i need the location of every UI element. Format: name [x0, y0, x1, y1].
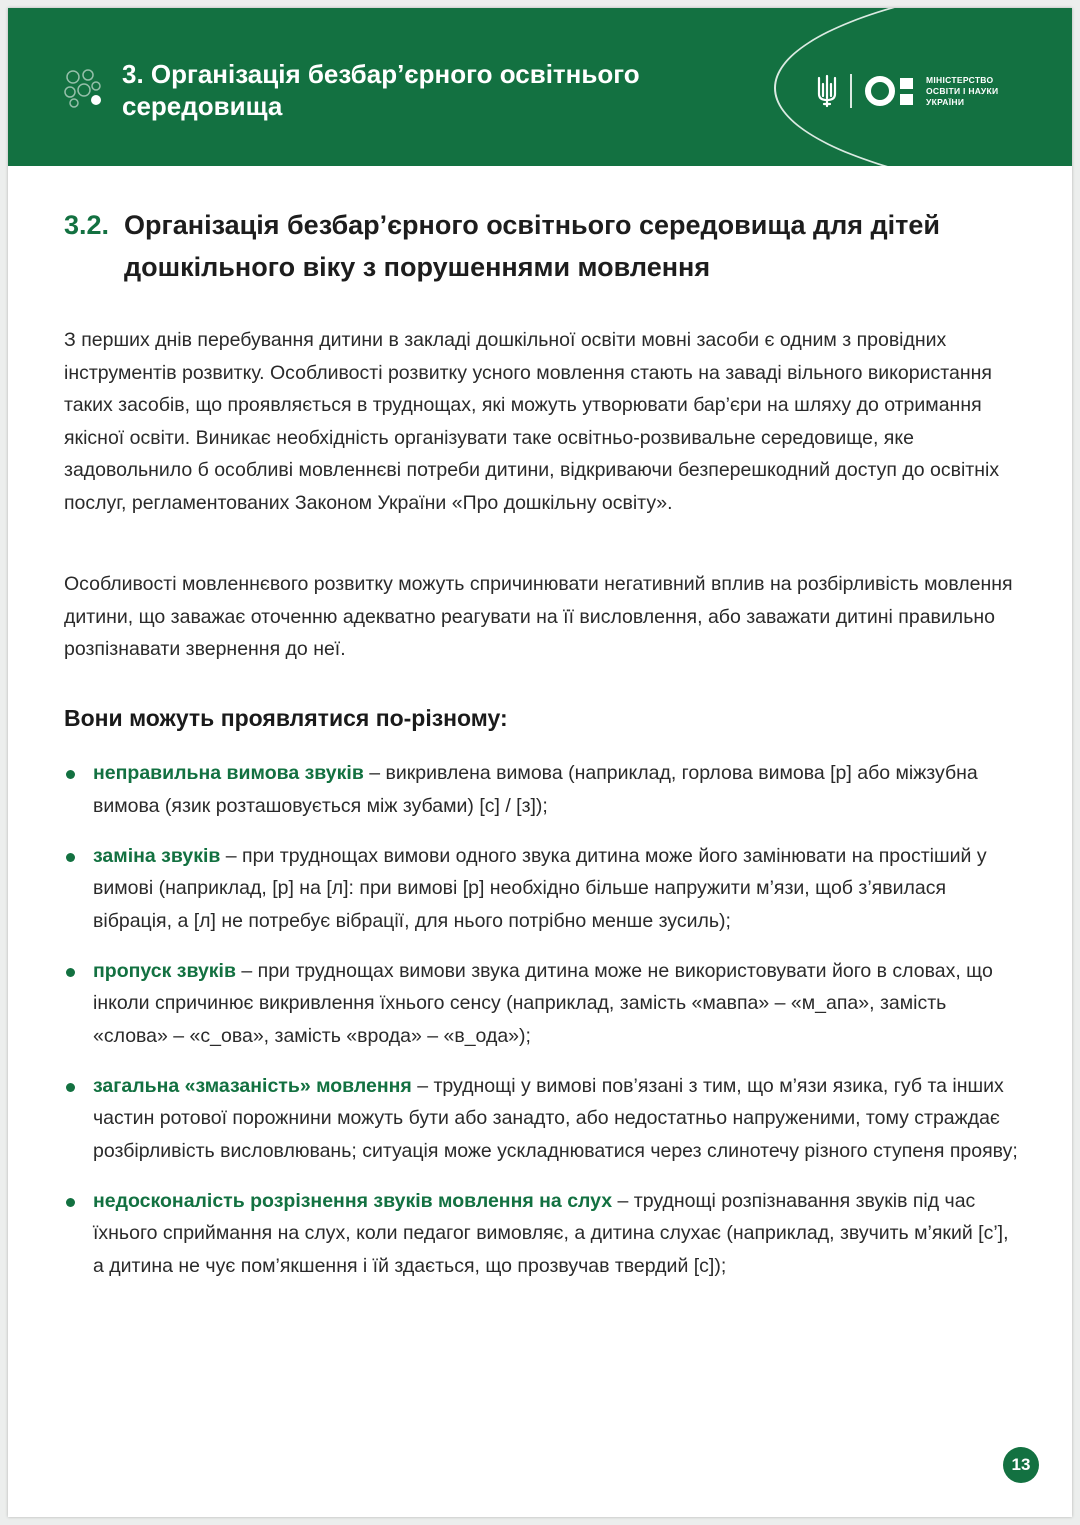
section-title: Організація безбар’єрного освітнього середовища для дітей дошкільного віку з порушеннями мовлення [124, 210, 940, 282]
list-item-text: – викривлена вимова (наприклад, горлова вимова [р] або міжзубна вимова (язик розташовується між зубами) [с] / [з]); [93, 762, 978, 817]
manifestations-list [64, 757, 1024, 1300]
header-title: 3. Організація безбар’єрного освітнього середовища [122, 59, 640, 121]
list-item-term: недосконалість розрізнення звуків мовлення на слух [93, 1189, 613, 1212]
mon-logo-icon [864, 74, 918, 108]
list-item-text: – при труднощах вимови одного звука дитина може його замінювати на простіший у вимові (наприклад, [р] на [л]: при вимові [р] необхідно більше напружити м’язи, щоб з’явилася вібрація, а [л] не потребує вібрації, для нього потрібно менше зусиль); [93, 844, 987, 932]
list-item-term: неправильна вимова звуків [93, 762, 364, 784]
bullet-dot-icon [66, 770, 75, 779]
bullet-dot-icon [66, 968, 75, 977]
section-emblem-icon [62, 66, 106, 110]
list-item [64, 757, 1024, 822]
page-number-badge: 13 [1003, 1447, 1039, 1483]
list-item-text: – труднощі у вимові пов’язані з тим, що м’язи язика, губ та інших частин ротової порожнини можуть бути або занадто, або недостатньо напруженими, тому страждає розбірливість висловлювань; ситуація може ускладнюватися через слинотечу різного ступеня прояву; [93, 1074, 1018, 1162]
ministry-name-line: УКРАЇНИ [926, 96, 965, 107]
list-item-term: пропуск звуків [93, 959, 236, 982]
list-item [64, 840, 1024, 938]
list-item-text: – при труднощах вимови звука дитина може не використовувати його в словах, що інколи спричинює викривлення їхнього сенсу (наприклад, замість «мавпа» – «м_апа», замість «слова» – «с_ова», замість «врода» – «в_ода»); [93, 959, 993, 1047]
body-paragraph: Особливості мовленнєвого розвитку можуть спричинювати негативний вплив на розбірливість мовлення дитини, що заважає оточенню адекватно реагувати на її висловлення, або заважати дитині правильно розпізнавати звернення до неї. [64, 573, 1013, 660]
page-header [8, 8, 1072, 166]
list-item-text: – труднощі розпізнавання звуків під час їхнього сприймання на слух, коли педагог вимовляє, а дитина слухає (наприклад, звучить м’який [с’], а дитина не чує пом’якшення і їй здається, що прозвучав твердий [с]); [93, 1189, 1009, 1277]
ministry-name [926, 75, 1026, 108]
bullet-dot-icon [66, 1083, 75, 1092]
section-number: 3.2. [64, 210, 110, 240]
list-item [64, 955, 1024, 1053]
list-item-term: заміна звуків [93, 844, 221, 867]
ministry-name-line: МІНІСТЕРСТВО [926, 74, 994, 85]
body-paragraph: З перших днів перебування дитини в закладі дошкільної освіти мовні засоби є одним з провідних інструментів розвитку. Особливості розвитку усного мовлення стають на заваді вільного використання таких засобів, що проявляється в труднощах, які можуть утворювати бар’єри на шляху до отримання якісної освіти. Виникає необхідність організувати таке освітньо-розвивальне середовище, яке задовольнило б особливі мовленнєві потреби дитини, відкриваючи безперешкодний доступ до освітніх послуг, регламентованих Законом України «Про дошкільну освіту». [64, 329, 1000, 514]
ministry-name-line: ОСВІТИ І НАУКИ [926, 85, 999, 96]
bullet-dot-icon [66, 1198, 75, 1207]
list-item [64, 1070, 1024, 1168]
ministry-logo [816, 66, 1026, 116]
list-item [64, 1185, 1024, 1283]
list-heading: Вони можуть проявлятися по-різному: [64, 705, 508, 731]
list-item-term: загальна «змазаність» мовлення [93, 1074, 412, 1097]
logo-separator [850, 74, 852, 108]
document-page [8, 8, 1072, 1517]
bullet-dot-icon [66, 853, 75, 862]
trident-icon [816, 74, 838, 108]
